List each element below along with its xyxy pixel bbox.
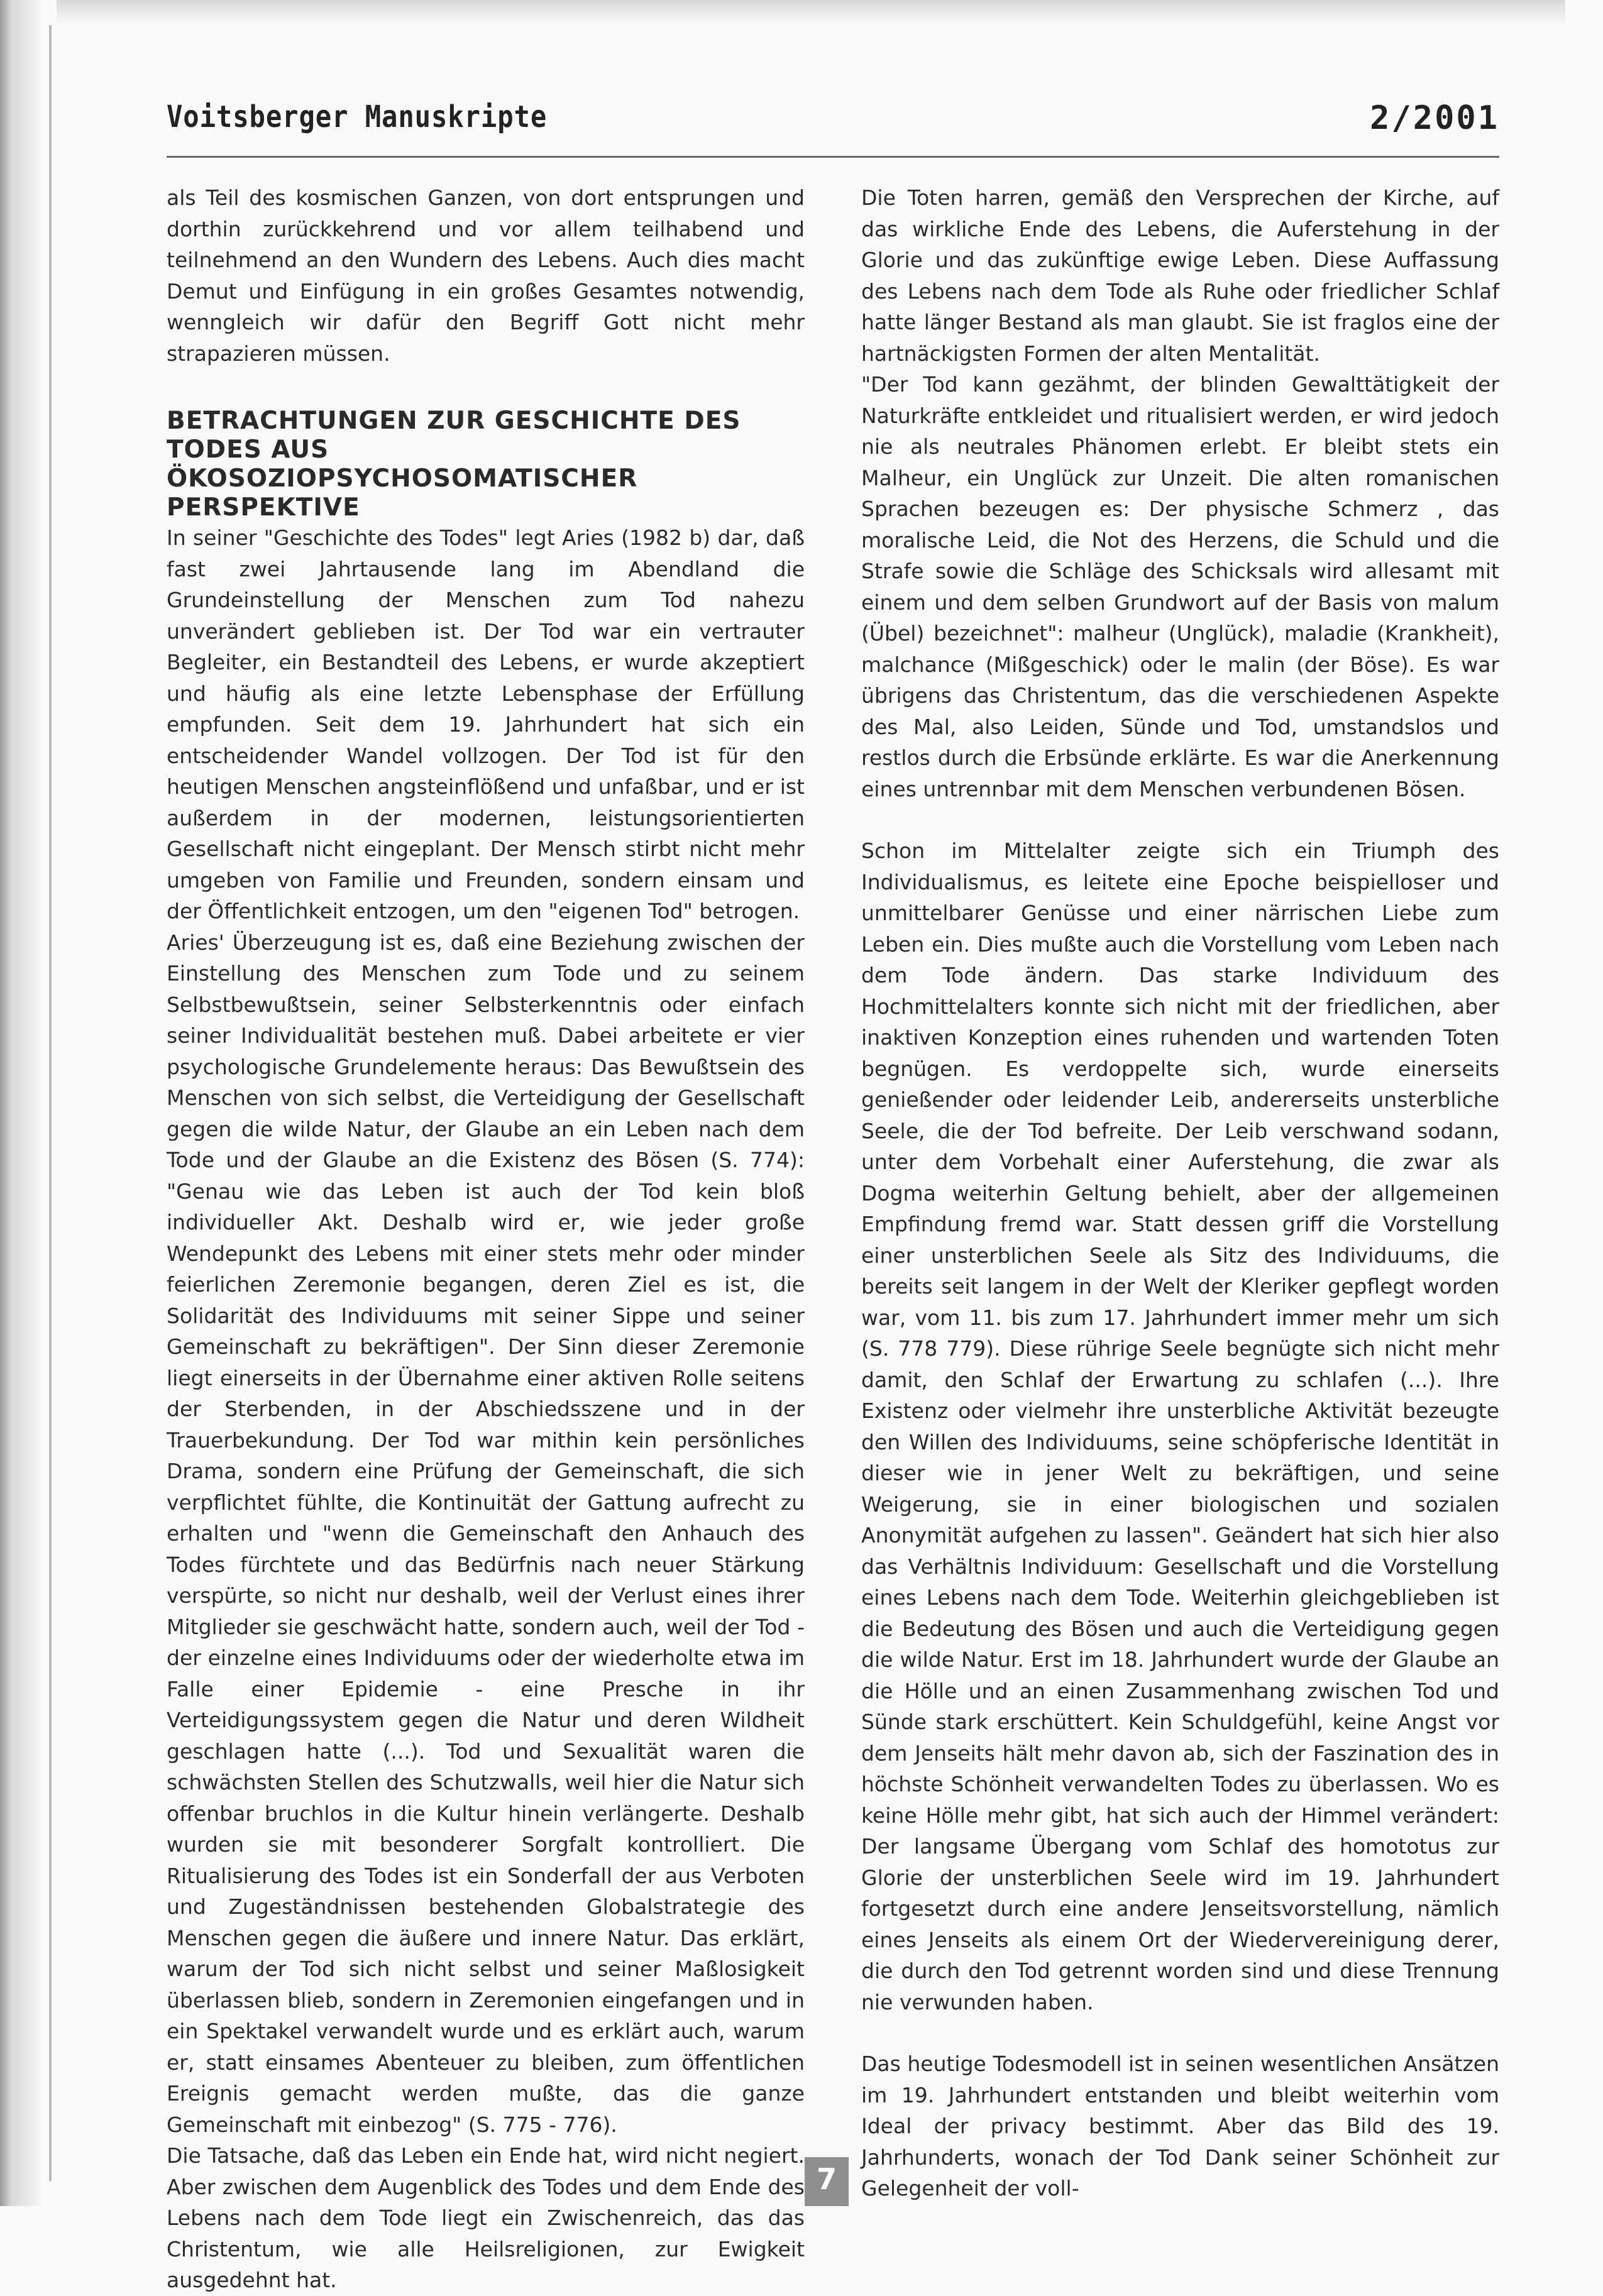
scan-shadow-left xyxy=(0,0,44,2206)
page-number-box xyxy=(805,2157,849,2206)
header-rule xyxy=(167,156,1499,158)
body-paragraph: Die Tatsache, daß das Leben ein Ende hat, wird nicht negiert. Aber zwischen dem Augenblick des Todes und dem Ende des Lebens nach dem Tode liegt ein Zwischenreich, das das Christentum, wie alle Heilsreligionen, zur Ewigkeit ausgedehnt hat. xyxy=(167,2143,805,2292)
scan-shadow-top xyxy=(57,0,1565,25)
body-paragraph: In seiner "Geschichte des Todes" legt Aries (1982 b) dar, daß fast zwei Jahrtausende lang im Abendland die Grundeinstellung der Menschen zum Tod nahezu unverändert geblieben ist. Der Tod war ein vertrauter Begleiter, ein Bestandteil des Lebens, er wurde akzeptiert und häufig als eine letzte Lebensphase der Erfüllung empfunden. Seit dem 19. Jahrhundert hat sich ein entscheidender Wandel vollzogen. Der Tod ist für den heutigen Menschen angsteinflößend und unfaßbar, und er ist außerdem in der modernen, leistungsorientierten Gesellschaft nicht eingeplant. Der Mensch stirbt nicht mehr umgeben von Familie und Freunden, sondern einsam und der Öffentlichkeit entzogen, um den "eigenen Tod" betrogen. xyxy=(167,525,805,923)
intro-paragraph: als Teil des kosmischen Ganzen, von dort entsprungen und dorthin zurückkehrend und vor allem teilhabend und teilnehmend an den Wundern des Lebens. Auch dies macht Demut und Einfügung in ein großes Gesamtes notwendig, wenngleich wir dafür den Begriff Gott nicht mehr strapazieren müssen. xyxy=(167,185,805,366)
publication-title: Voitsberger Manuskripte xyxy=(167,99,548,135)
section-heading: BETRACHTUNGEN ZUR GESCHICHTE DES TODES AUS ÖKOSOZIOPSYCHOSOMATISCHER PERSPEKTIVE xyxy=(167,407,741,522)
running-header xyxy=(167,94,1499,145)
right-column xyxy=(861,182,1499,2204)
body-paragraph: Die Toten harren, gemäß den Versprechen der Kirche, auf das wirkliche Ende des Lebens, die Auferstehung in der Glorie und das zukünftige ewige Leben. Diese Auffassung des Lebens nach dem Tode als Ruhe oder friedlicher Schlaf hatte länger Bestand als man glaubt. Sie ist fraglos eine der hartnäckigsten Formen der alten Mentalität. xyxy=(861,185,1499,366)
issue-number: 2/2001 xyxy=(1370,99,1499,137)
left-column xyxy=(167,182,805,2296)
spacer xyxy=(167,369,805,407)
body-paragraph: Aries' Überzeugung ist es, daß eine Beziehung zwischen der Einstellung des Menschen zum Tode und zu seinem Selbstbewußtsein, seiner Selbsterkenntnis oder einfach seiner Individualität bestehen muß. Dabei arbeitete er vier psychologische Grundelemente heraus: Das Bewußtsein des Menschen von sich selbst, die Verteidigung der Gesellschaft gegen die wilde Natur, der Glaube an ein Leben nach dem Tode und der Glaube an die Existenz des Bösen (S. 774): "Genau wie das Leben ist auch der Tod kein bloß individueller Akt. Deshalb wird er, wie jeder große Wendepunkt des Lebens mit einer stets mehr oder minder feierlichen Zeremonie begangen, deren Ziel es ist, die Solidarität des Individuums mit seiner Sippe und seiner Gemeinschaft zu bekräftigen". Der Sinn dieser Zeremonie liegt einerseits in der Übernahme einer aktiven Rolle seitens der Sterbenden, in der Abschiedsszene und in der Trauerbekundung. Der Tod war mithin kein persönliches Drama, sondern eine Prüfung der Gemeinschaft, die sich verpflichtet fühlte, die Kontinuität der Gattung aufrecht zu erhalten und "wenn die Gemeinschaft den Anhauch des Todes fürchtete und das Bedürfnis nach neuer Stärkung verspürte, so nicht nur deshalb, weil der Verlust eines ihrer Mitglieder sie geschwächt hatte, sondern auch, weil der Tod - der einzelne eines Individuums oder der wiederholte etwa im Falle einer Epidemie - eine Presche in ihr Verteidigungssystem gegen die Natur und deren Wildheit geschlagen hatte (...). Tod und Sexualität waren die schwächsten Stellen des Schutzwalls, weil hier die Natur sich offenbar bruchlos in die Kultur hinein verlängerte. Deshalb wurden sie mit besonderer Sorgfalt kontrolliert. Die Ritualisierung des Todes ist ein Sonderfall der aus Verboten und Zugeständnissen bestehenden Globalstrategie des Menschen gegen die äußere und innere Natur. Das erklärt, warum der Tod sich nicht selbst und seiner Maßlosigkeit überlassen blieb, sondern in Zeremonien eingefangen und in ein Spektakel verwandelt wurde und es erklärt auch, warum er, statt einsames Abenteuer zu bleiben, zum öffentlichen Ereignis gemacht werden mußte, das die ganze Gemeinschaft mit einbezog" (S. 775 - 776). xyxy=(167,930,805,2137)
binding-line xyxy=(49,25,52,2181)
body-paragraph: Schon im Mittelalter zeigte sich ein Triumph des Individualismus, es leitete eine Epoche beispielloser und unmittelbarer Genüsse und einer närrischen Liebe zum Leben ein. Dies mußte auch die Vorstellung vom Leben nach dem Tode ändern. Das starke Individuum des Hochmittelalters konnte sich nicht mit der friedlichen, aber inaktiven Konzeption eines ruhenden und wartenden Toten begnügen. Es verdoppelte sich, wurde einerseits genießender oder leidender Leib, andererseits unsterbliche Seele, die der Tod befreite. Der Leib verschwand sodann, unter dem Vorbehalt einer Auferstehung, die zwar als Dogma weiterhin Geltung behielt, aber der allgemeinen Empfindung fremd war. Statt dessen griff die Vorstellung einer unsterblichen Seele als Sitz des Individuums, die bereits seit langem in der Welt der Kleriker gepflegt worden war, vom 11. bis zum 17. Jahrhundert immer mehr um sich (S. 778 779). Diese rührige Seele begnügte sich nicht mehr damit, den Schlaf der Erwartung zu schlafen (...). Ihre Existenz oder vielmehr ihre unsterbliche Aktivität bezeugte den Willen des Individuums, seine schöpferische Identität in dieser wie in jener Welt zu bekräftigen, und seine Weigerung, sie in einer biologischen und sozialen Anonymität aufgehen zu lassen". Geändert hat sich hier also das Verhältnis Individuum: Gesellschaft und die Vorstellung eines Lebens nach dem Tode. Weiterhin gleichgeblieben ist die Bedeutung des Bösen und auch die Verteidigung gegen die wilde Natur. Erst im 18. Jahrhundert wurde der Glaube an die Hölle und an einen Zusammenhang zwischen Tod und Sünde stark erschüttert. Kein Schuldgefühl, keine Angst vor dem Jenseits hält mehr davon ab, sich der Faszination des in höchste Schönheit verwandelten Todes zu überlassen. Wo es keine Hölle mehr gibt, hat sich auch der Himmel verändert: Der langsame Übergang vom Schlaf des homototus zur Glorie der unsterblichen Seele wird im 19. Jahrhundert fortgesetzt durch eine andere Jenseitsvorstellung, nämlich eines Jenseits als einem Ort der Wiedervereinigung derer, die durch den Tod getrennt worden sind und diese Trennung nie verwunden haben. xyxy=(861,838,1499,2014)
spacer xyxy=(861,2018,1499,2048)
body-paragraph: Das heutige Todesmodell ist in seinen wesentlichen Ansätzen im 19. Jahrhundert entstanden und bleibt weiterhin vom Ideal der privacy bestimmt. Aber das Bild des 19. Jahrhunderts, wonach der Tod Dank seiner Schönheit zur Gelegenheit der voll- xyxy=(861,2052,1499,2200)
page-number: 7 xyxy=(816,2162,837,2196)
body-paragraph: "Der Tod kann gezähmt, der blinden Gewalttätigkeit der Naturkräfte entkleidet und ritualisiert werden, er wird jedoch nie als neutrales Phänomen erlebt. Er bleibt stets ein Malheur, ein Unglück zur Unzeit. Die alten romanischen Sprachen bezeugen es: Der physische Schmerz , das moralische Leid, die Not des Herzens, die Schuld und die Strafe sowie die Schläge des Schicksals wird allesamt mit einem und dem selben Grundwort auf der Basis von malum (Übel) bezeichnet": malheur (Unglück), maladie (Krankheit), malchance (Mißgeschick) oder le malin (der Böse). Es war übrigens das Christentum, das die verschiedenen Aspekte des Mal, also Leiden, Sünde und Tod, umstandslos und restlos durch die Erbsünde erklärte. Es war die Anerkennung eines untrennbar mit dem Menschen verbundenen Bösen. xyxy=(861,372,1499,801)
spacer xyxy=(861,805,1499,835)
